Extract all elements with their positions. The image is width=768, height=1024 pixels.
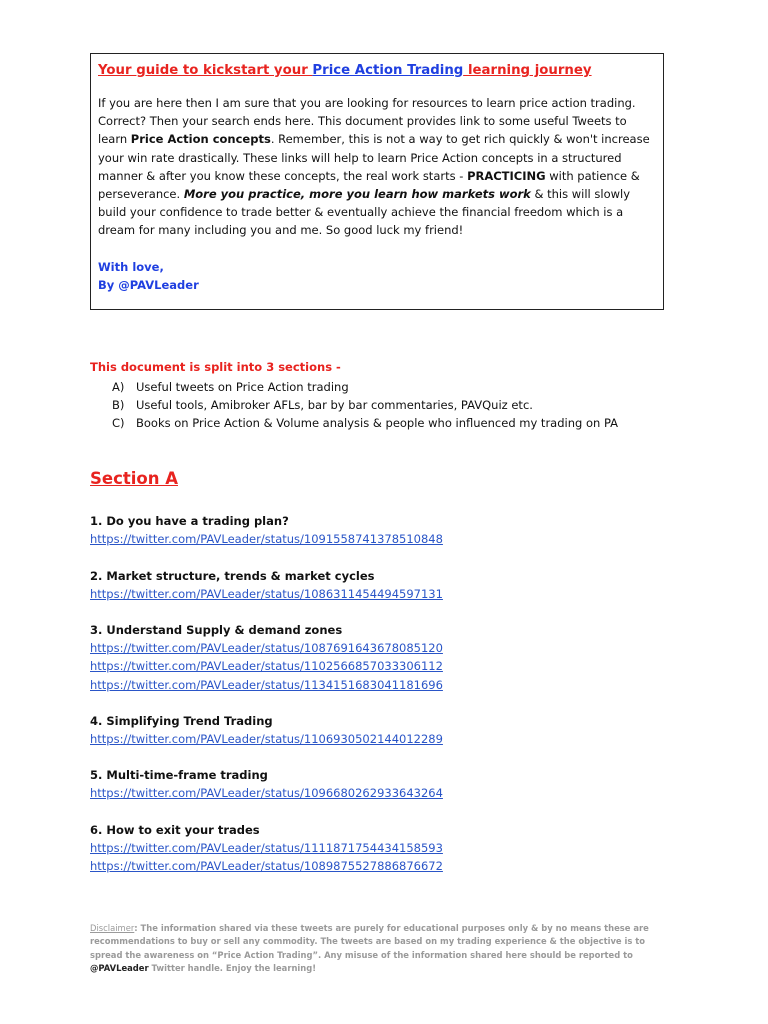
intro-box: [90, 53, 664, 310]
intro-text-3: with patience & perseverance.: [98, 168, 640, 202]
intro-bold-2: PRACTICING: [467, 168, 546, 183]
disclaimer-text: : The information shared via these tweets are purely for educational purposes only & by no means these are recommendations to buy or sell any commodity. The tweets are based on my trading experience & the objective is to spread the awareness on “Price Action Trading”. Any misuse of the information shared here should be reported to: [90, 923, 649, 960]
topic-title: 1. Do you have a trading plan?: [90, 514, 289, 528]
section-item: [112, 378, 618, 396]
section-letter: A): [112, 380, 125, 394]
signature: [98, 258, 656, 294]
intro-text-1: If you are here then I am sure that you are looking for resources to learn price action trading. Correct? Then your search ends here. This document provides link to some useful Tweets to learn: [98, 96, 636, 147]
tweet-link[interactable]: https://twitter.com/PAVLeader/status/1106930502144012289: [90, 732, 443, 747]
topic-item: [90, 621, 443, 694]
intro-text-2: . Remember, this is not a way to get rich quickly & won't increase your win rate drastically. These links will help to learn Price Action concepts in a structured manner & after you know these concepts, the real work starts -: [98, 132, 650, 183]
disclaimer: [90, 922, 680, 975]
tweet-link[interactable]: https://twitter.com/PAVLeader/status/1089875527886876672: [90, 859, 443, 874]
section-letter: C): [112, 416, 125, 430]
section-a-heading: Section A: [90, 469, 178, 488]
intro-title-prefix: Your guide to kickstart your: [98, 63, 313, 78]
intro-bold-italic: More you practice, more you learn how markets work: [183, 187, 531, 202]
topic-item: [90, 512, 443, 548]
section-letter: B): [112, 398, 125, 412]
disclaimer-label: Disclaimer: [90, 923, 135, 933]
section-text: Useful tweets on Price Action trading: [136, 380, 349, 394]
section-item: [112, 414, 618, 432]
disclaimer-handle: @PAVLeader: [90, 962, 149, 973]
topic-title: 5. Multi-time-frame trading: [90, 768, 268, 782]
section-item: [112, 396, 618, 414]
intro-title-suffix: learning journey: [463, 63, 592, 78]
topic-title: 3. Understand Supply & demand zones: [90, 623, 343, 637]
signature-line-1: With love,: [98, 259, 164, 274]
section-text: Books on Price Action & Volume analysis & people who influenced my trading on PA: [136, 416, 619, 430]
tweet-link[interactable]: https://twitter.com/PAVLeader/status/1091558741378510848: [90, 532, 443, 547]
tweet-link[interactable]: https://twitter.com/PAVLeader/status/1086311454494597131: [90, 587, 443, 602]
tweet-link[interactable]: https://twitter.com/PAVLeader/status/1102566857033306112: [90, 659, 443, 674]
topic-item: [90, 821, 443, 876]
topic-title: 6. How to exit your trades: [90, 823, 260, 837]
signature-line-2: By @PAVLeader: [98, 277, 199, 292]
tweet-link[interactable]: https://twitter.com/PAVLeader/status/1134151683041181696: [90, 677, 443, 692]
topic-item: [90, 567, 443, 603]
intro-paragraph: [98, 94, 656, 240]
topic-title: 4. Simplifying Trend Trading: [90, 714, 273, 728]
tweet-link[interactable]: https://twitter.com/PAVLeader/status/1087691643678085120: [90, 641, 443, 656]
sections-list: [112, 378, 618, 432]
topic-item: [90, 766, 443, 802]
intro-text-4: & this will slowly build your confidence to trade better & eventually achieve the financial freedom which is a dream for many including you and me. So good luck my friend!: [98, 187, 631, 238]
tweet-link[interactable]: https://twitter.com/PAVLeader/status/1096680262933643264: [90, 786, 443, 801]
intro-bold-1: Price Action concepts: [130, 132, 271, 147]
intro-title-highlight: Price Action Trading: [312, 63, 464, 78]
sections-intro: This document is split into 3 sections -: [90, 360, 341, 374]
intro-title: [98, 62, 656, 80]
topic-title: 2. Market structure, trends & market cycles: [90, 569, 375, 583]
topic-item: [90, 712, 443, 748]
tweet-link[interactable]: https://twitter.com/PAVLeader/status/1111871754434158593: [90, 841, 443, 856]
disclaimer-tail: Twitter handle. Enjoy the learning!: [148, 962, 317, 973]
section-text: Useful tools, Amibroker AFLs, bar by bar commentaries, PAVQuiz etc.: [136, 398, 533, 412]
